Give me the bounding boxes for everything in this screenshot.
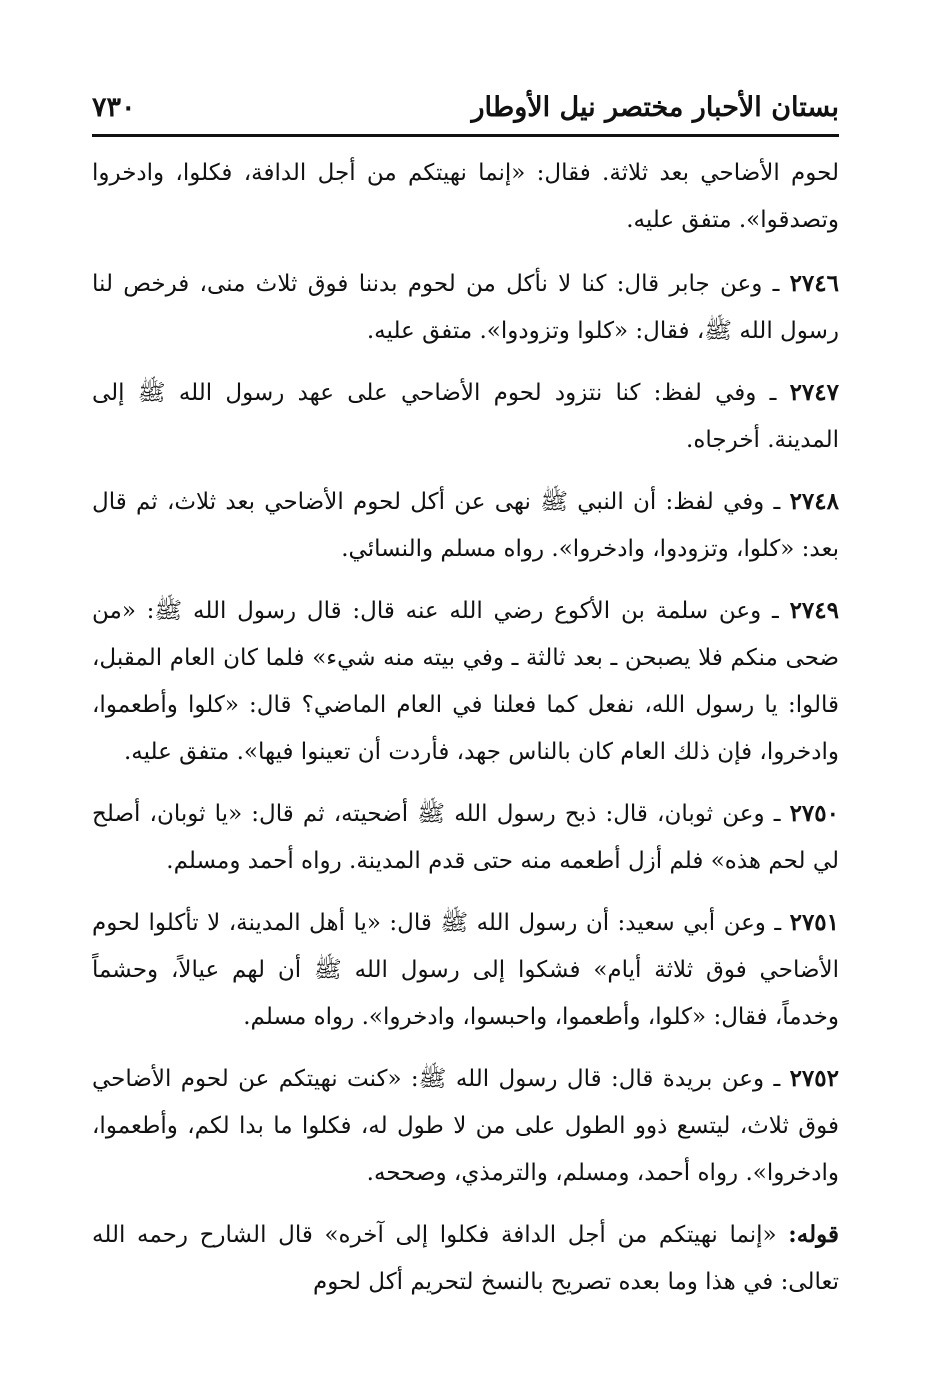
paragraph-text: ـ وفي لفظ: أن النبي ﷺ نهى عن أكل لحوم الأضاحي بعد ثلاث، ثم قال بعد: «كلوا، وتزودوا، وادخروا». رواه مسلم والنسائي. bbox=[92, 489, 839, 562]
page-header bbox=[92, 86, 839, 137]
paragraph-text: ـ وعن بريدة قال: قال رسول الله ﷺ: «كنت نهيتكم عن لحوم الأضاحي فوق ثلاث، ليتسع ذوو الطول على من لا طول له، فكلوا ما بدا لكم، وأطعموا، وادخروا». رواه أحمد، ومسلم، والترمذي، وصححه. bbox=[92, 1066, 839, 1186]
hadith-number: ٢٧٥٠ bbox=[789, 800, 839, 827]
hadith-2749 bbox=[92, 587, 839, 776]
hadith-number: ٢٧٥٢ bbox=[789, 1065, 839, 1092]
running-title: بستان الأحبار مختصر نيل الأوطار bbox=[471, 92, 839, 123]
page-body bbox=[92, 150, 839, 1320]
hadith-number: ٢٧٤٩ bbox=[789, 597, 839, 624]
paragraph-text: ـ وفي لفظ: كنا نتزود لحوم الأضاحي على عهد رسول الله ﷺ إلى المدينة. أخرجاه. bbox=[92, 380, 839, 453]
hadith-2751 bbox=[92, 899, 839, 1041]
paragraph-text: ـ وعن جابر قال: كنا لا نأكل من لحوم بدننا فوق ثلاث منى، فرخص لنا رسول الله ﷺ، فقال: «كلوا وتزودوا». متفق عليه. bbox=[92, 271, 839, 344]
hadith-number: ٢٧٤٧ bbox=[789, 379, 839, 406]
paragraph-text: «إنما نهيتكم من أجل الدافة فكلوا إلى آخره» قال الشارح رحمه الله تعالى: في هذا وما بعده تصريح بالنسخ لتحريم أكل لحوم bbox=[92, 1222, 839, 1295]
paragraph-text: ـ وعن سلمة بن الأكوع رضي الله عنه قال: قال رسول الله ﷺ: «من ضحى منكم فلا يصبحن ـ بعد ثالثة ـ وفي بيته منه شيء» فلما كان العام المقبل، قالوا: يا رسول الله، نفعل كما فعلنا في العام الماضي؟ قال: «كلوا وأطعموا، وادخروا، فإن ذلك العام كان بالناس جهد، فأردت أن تعينوا فيها». متفق عليه. bbox=[92, 598, 839, 765]
page-number: ٧٣٠ bbox=[92, 92, 136, 123]
hadith-2746 bbox=[92, 260, 839, 355]
hadith-number: ٢٧٤٦ bbox=[789, 270, 839, 297]
paragraph-text: ـ وعن ثوبان، قال: ذبح رسول الله ﷺ أضحيته، ثم قال: «يا ثوبان، أصلح لي لحم هذه» فلم أزل أطعمه منه حتى قدم المدينة. رواه أحمد ومسلم. bbox=[92, 801, 839, 874]
hadith-2747 bbox=[92, 369, 839, 464]
commentary-lead: قوله: bbox=[788, 1221, 839, 1248]
paragraph-text: ـ وعن أبي سعيد: أن رسول الله ﷺ قال: «يا أهل المدينة، لا تأكلوا لحوم الأضاحي فوق ثلاثة أيام» فشكوا إلى رسول الله ﷺ أن لهم عيالاً، وحشماً وخدماً، فقال: «كلوا، وأطعموا، واحبسوا، وادخروا». رواه مسلم. bbox=[92, 910, 839, 1030]
commentary-paragraph bbox=[92, 1211, 839, 1306]
hadith-2752 bbox=[92, 1055, 839, 1197]
hadith-number: ٢٧٤٨ bbox=[789, 488, 839, 515]
hadith-number: ٢٧٥١ bbox=[789, 909, 840, 936]
paragraph-continuation bbox=[92, 150, 839, 244]
paragraph-text: لحوم الأضاحي بعد ثلاثة. فقال: «إنما نهيتكم من أجل الدافة، فكلوا، وادخروا وتصدقوا». متفق عليه. bbox=[92, 160, 839, 233]
hadith-2748 bbox=[92, 478, 839, 573]
hadith-2750 bbox=[92, 790, 839, 885]
